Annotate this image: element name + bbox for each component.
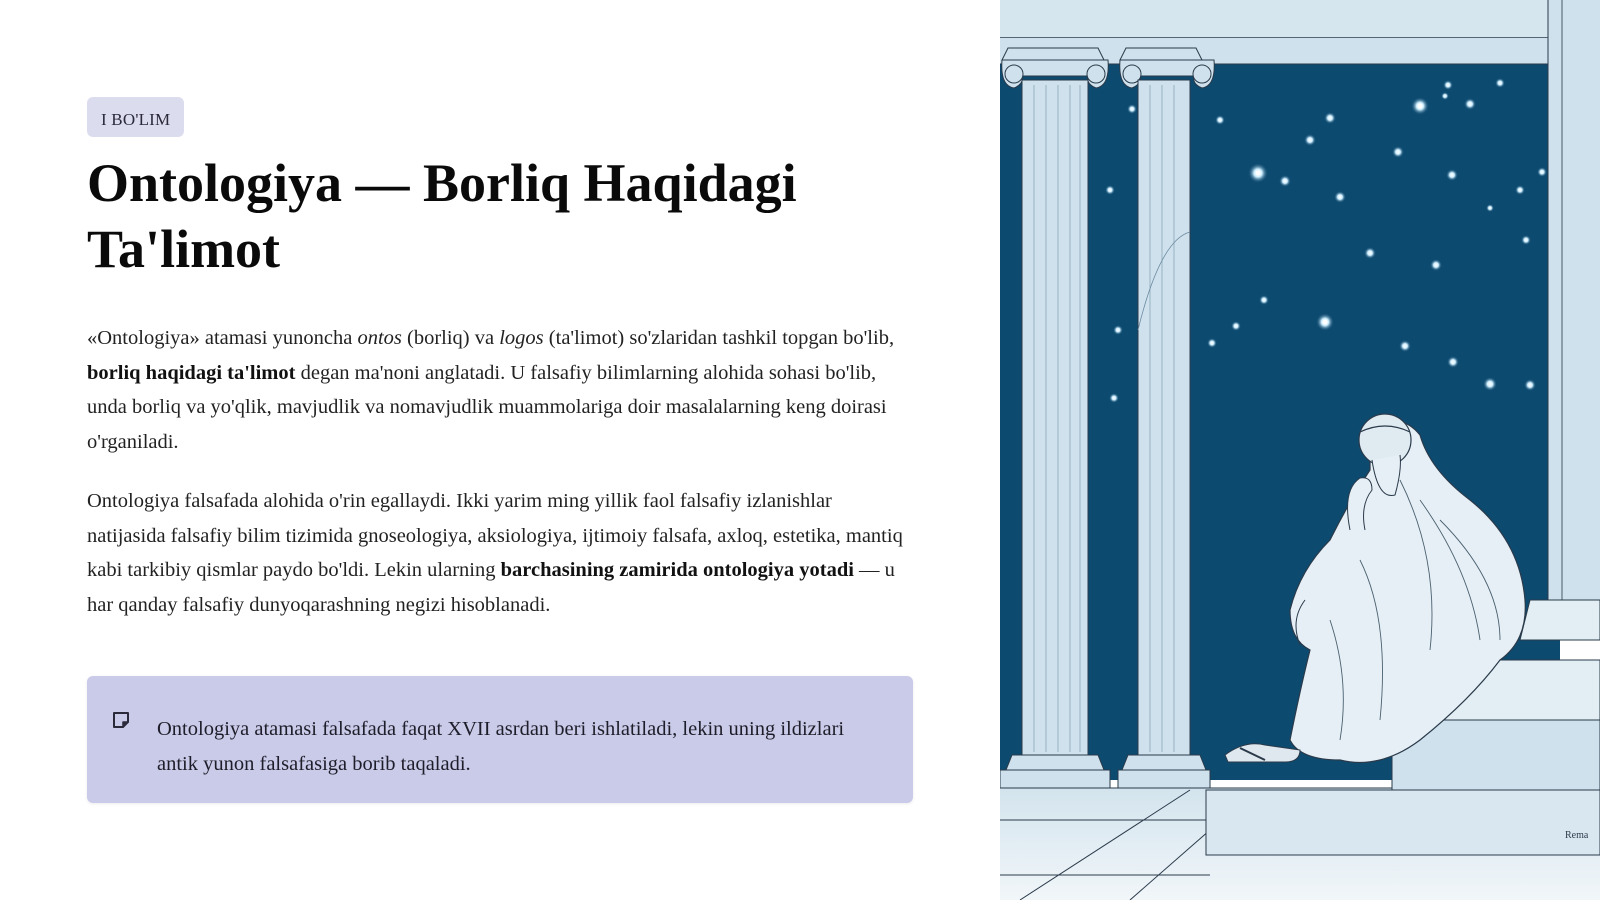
paragraph-intro xyxy=(87,321,907,459)
temple-night-scene xyxy=(1000,0,1600,900)
emphasis: borliq haqidagi ta'limot xyxy=(87,361,296,384)
paragraph-role xyxy=(87,484,907,622)
text: Ontologiya falsafada alohida o'rin egallaydi. Ikki yarim ming yillik faol falsafiy izlanishlar natijasida falsafiy bilim tizimida gnoseologiya, aksiologiya, ijtimoiy falsafa, axloq, estetika, mantiq kabi tarkibiy qismlar paydo bo'ldi. Lekin ularning xyxy=(87,490,903,581)
section-badge: I BO'LIM xyxy=(87,97,184,137)
term-logos: logos xyxy=(499,327,544,349)
text: «Ontologiya» atamasi yunoncha xyxy=(87,327,358,349)
illustration-signature: Rema xyxy=(1565,830,1589,841)
illustration-philosopher xyxy=(1000,0,1600,900)
term-ontos: ontos xyxy=(357,327,402,349)
emphasis: barchasining zamirida ontologiya yotadi xyxy=(500,559,854,581)
page-title: Ontologiya — Borliq Haqidagi Ta'limot xyxy=(87,153,797,279)
text: (borliq) va xyxy=(401,327,500,349)
text: degan ma'noni anglatadi. U falsafiy bilimlarning alohida sohasi bo'lib, unda borliq va yo'qlik, mavjudlik va nomavjudlik muammolariga doir masalalarning keng doirasi o'rganiladi. xyxy=(87,361,887,453)
text: — u har qanday falsafiy dunyoqarashning negizi hisoblanadi. xyxy=(87,559,895,616)
text: (ta'limot) so'zlaridan tashkil topgan bo'lib, xyxy=(543,327,895,349)
note-text: Ontologiya atamasi falsafada faqat XVII asrdan beri ishlatiladi, lekin uning ildizlari antik yunon falsafasiga borib taqaladi. xyxy=(157,718,845,775)
note-callout xyxy=(87,676,913,803)
note-icon xyxy=(111,710,131,730)
